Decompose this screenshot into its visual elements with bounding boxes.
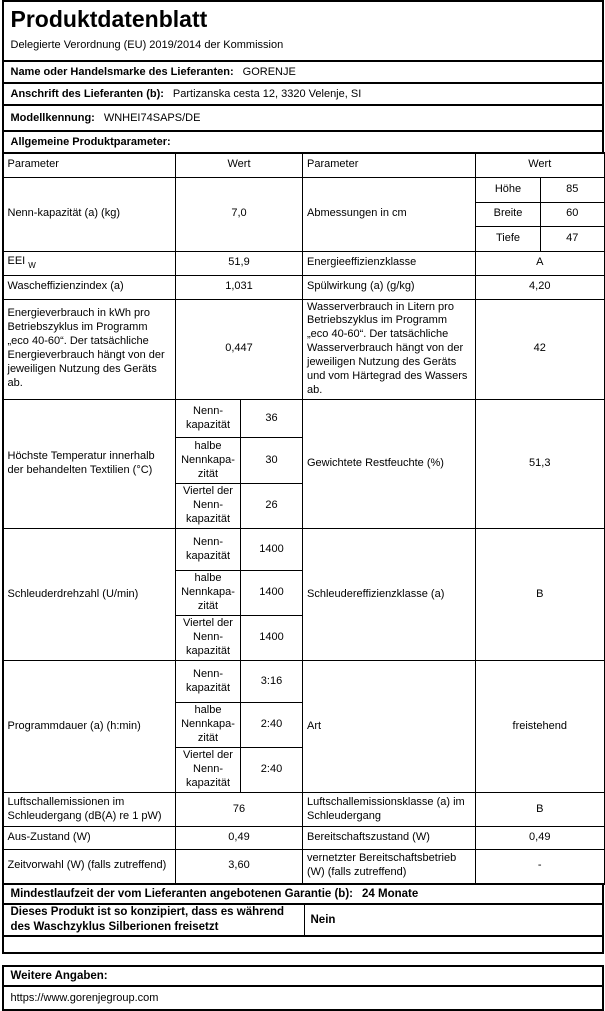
max-temp-param-cell: Höchste Temperatur innerhalb der behandelten Textilien (°C) xyxy=(3,400,176,529)
spin-quarter-label: Viertel der Nenn-kapazität xyxy=(176,616,241,661)
spin-rated-value: 1400 xyxy=(241,529,303,571)
spin-speed-param-cell: Schleuderdrehzahl (U/min) xyxy=(3,529,176,661)
section-gap xyxy=(2,954,604,965)
dimension-depth-value: 47 xyxy=(541,226,605,251)
energy-consumption-value-cell: 0,447 xyxy=(176,299,303,400)
table-row xyxy=(3,251,605,275)
supplier-address-row xyxy=(2,82,604,106)
noise-class-value-cell: B xyxy=(476,793,605,827)
max-temp-half-value: 30 xyxy=(241,438,303,484)
general-params-label: Allgemeine Produktparameter: xyxy=(11,136,171,148)
col-header-wert-right: Wert xyxy=(476,153,605,177)
supplier-address-value: Partizanska cesta 12, 3320 Velenje, SI xyxy=(173,88,361,100)
max-temp-rated-value: 36 xyxy=(241,400,303,438)
table-row xyxy=(3,299,605,400)
rinse-param-cell: Spülwirkung (a) (g/kg) xyxy=(303,275,476,299)
dimension-depth-label: Tiefe xyxy=(476,226,541,251)
supplier-name-value: GORENJE xyxy=(243,66,296,78)
duration-half-label: halbe Nennkapa-zität xyxy=(176,703,241,748)
spin-rated-label: Nenn-kapazität xyxy=(176,529,241,571)
col-header-wert-left: Wert xyxy=(176,153,303,177)
silver-ions-row xyxy=(2,903,604,937)
energy-class-param-cell: Energieeffizienzklasse xyxy=(303,251,476,275)
spin-half-value: 1400 xyxy=(241,571,303,616)
model-value: WNHEI74SAPS/DE xyxy=(104,112,201,124)
table-row xyxy=(3,793,605,827)
water-consumption-value-cell: 42 xyxy=(476,299,605,400)
eei-value-cell: 51,9 xyxy=(176,251,303,275)
wash-index-value-cell: 1,031 xyxy=(176,275,303,299)
duration-quarter-label: Viertel der Nenn-kapazität xyxy=(176,748,241,793)
duration-quarter-value: 2:40 xyxy=(241,748,303,793)
dimension-width-value: 60 xyxy=(541,202,605,226)
type-param-cell: Art xyxy=(303,661,476,793)
noise-param-cell: Luftschallemissionen im Schleudergang (dB(A) re 1 pW) xyxy=(3,793,176,827)
energy-class-value-cell: A xyxy=(476,251,605,275)
table-row xyxy=(3,177,605,202)
spin-class-param-cell: Schleudereffizienzklasse (a) xyxy=(303,529,476,661)
title-box xyxy=(2,0,604,62)
delay-start-value-cell: 3,60 xyxy=(176,850,303,884)
table-row xyxy=(3,827,605,850)
networked-standby-value-cell: - xyxy=(476,850,605,884)
spin-half-label: halbe Nennkapa-zität xyxy=(176,571,241,616)
energy-consumption-param-cell: Energieverbrauch in kWh pro Betriebszyklus im Programm „eco 40-60“. Der tatsächliche Energieverbrauch hängt von der jeweiligen Nutzung des Geräts ab. xyxy=(3,299,176,400)
table-row xyxy=(3,275,605,299)
dimensions-param-cell: Abmessungen in cm xyxy=(303,177,476,251)
supplier-address-label: Anschrift des Lieferanten (b): xyxy=(11,88,164,100)
residual-moisture-param-cell: Gewichtete Restfeuchte (%) xyxy=(303,400,476,529)
max-temp-quarter-label: Viertel der Nenn-kapazität xyxy=(176,484,241,529)
max-temp-quarter-value: 26 xyxy=(241,484,303,529)
water-consumption-param-cell: Wasserverbrauch in Litern pro Betriebszyklus im Programm „eco 40-60“. Der tatsächliche Wasserverbrauch hängt von der jeweiligen Nutzung des Geräts und vom Härtegrad des Wassers ab. xyxy=(303,299,476,400)
website-row xyxy=(2,985,604,1011)
spin-quarter-value: 1400 xyxy=(241,616,303,661)
duration-rated-label: Nenn-kapazität xyxy=(176,661,241,703)
warranty-row xyxy=(2,883,604,905)
delay-start-param-cell: Zeitvorwahl (W) (falls zutreffend) xyxy=(3,850,176,884)
table-row xyxy=(3,529,605,571)
general-params-header-row xyxy=(2,130,604,154)
supplier-name-label: Name oder Handelsmarke des Lieferanten: xyxy=(11,66,234,78)
wash-index-param-cell: Wascheffizienzindex (a) xyxy=(3,275,176,299)
table-header-row xyxy=(3,153,605,177)
eei-subscript: W xyxy=(28,261,36,270)
type-value-cell: freistehend xyxy=(476,661,605,793)
off-mode-param-cell: Aus-Zustand (W) xyxy=(3,827,176,850)
rinse-value-cell: 4,20 xyxy=(476,275,605,299)
networked-standby-param-cell: vernetzter Bereitschaftsbetrieb (W) (falls zutreffend) xyxy=(303,850,476,884)
silver-ions-value: Nein xyxy=(304,905,602,935)
duration-half-value: 2:40 xyxy=(241,703,303,748)
eei-param-cell xyxy=(3,251,176,275)
duration-rated-value: 3:16 xyxy=(241,661,303,703)
standby-param-cell: Bereitschaftszustand (W) xyxy=(303,827,476,850)
product-datasheet xyxy=(2,0,604,987)
model-row xyxy=(2,104,604,132)
col-header-parameter-left: Parameter xyxy=(3,153,176,177)
eei-label: EEI xyxy=(8,255,26,267)
table-row xyxy=(3,661,605,703)
dimension-width-label: Breite xyxy=(476,202,541,226)
regulation-subtitle: Delegierte Verordnung (EU) 2019/2014 der Kommission xyxy=(11,39,595,51)
website-link[interactable]: https://www.gorenjegroup.com xyxy=(11,992,159,1004)
standby-value-cell: 0,49 xyxy=(476,827,605,850)
supplier-name-row xyxy=(2,60,604,84)
more-info-row xyxy=(2,965,604,987)
capacity-value-cell: 7,0 xyxy=(176,177,303,251)
capacity-param-cell: Nenn-kapazität (a) (kg) xyxy=(3,177,176,251)
max-temp-half-label: halbe Nennkapa-zität xyxy=(176,438,241,484)
noise-class-param-cell: Luftschallemissionsklasse (a) im Schleudergang xyxy=(303,793,476,827)
general-parameters-table xyxy=(2,152,605,885)
spin-class-value-cell: B xyxy=(476,529,605,661)
noise-value-cell: 76 xyxy=(176,793,303,827)
dimension-height-label: Höhe xyxy=(476,177,541,202)
residual-moisture-value-cell: 51,3 xyxy=(476,400,605,529)
off-mode-value-cell: 0,49 xyxy=(176,827,303,850)
dimension-height-value: 85 xyxy=(541,177,605,202)
col-header-parameter-right: Parameter xyxy=(303,153,476,177)
warranty-value: 24 Monate xyxy=(362,888,418,900)
table-row xyxy=(3,400,605,438)
model-label: Modellkennung: xyxy=(11,112,95,124)
duration-param-cell: Programmdauer (a) (h:min) xyxy=(3,661,176,793)
empty-row xyxy=(2,935,604,954)
warranty-label: Mindestlaufzeit der vom Lieferanten angebotenen Garantie (b): xyxy=(11,888,354,900)
more-info-label: Weitere Angaben: xyxy=(11,970,108,982)
max-temp-rated-label: Nenn-kapazität xyxy=(176,400,241,438)
table-row xyxy=(3,850,605,884)
silver-ions-label: Dieses Produkt ist so konzipiert, dass es während des Waschzyklus Silberionen freisetzt xyxy=(4,905,304,935)
page-title: Produktdatenblatt xyxy=(11,6,595,34)
